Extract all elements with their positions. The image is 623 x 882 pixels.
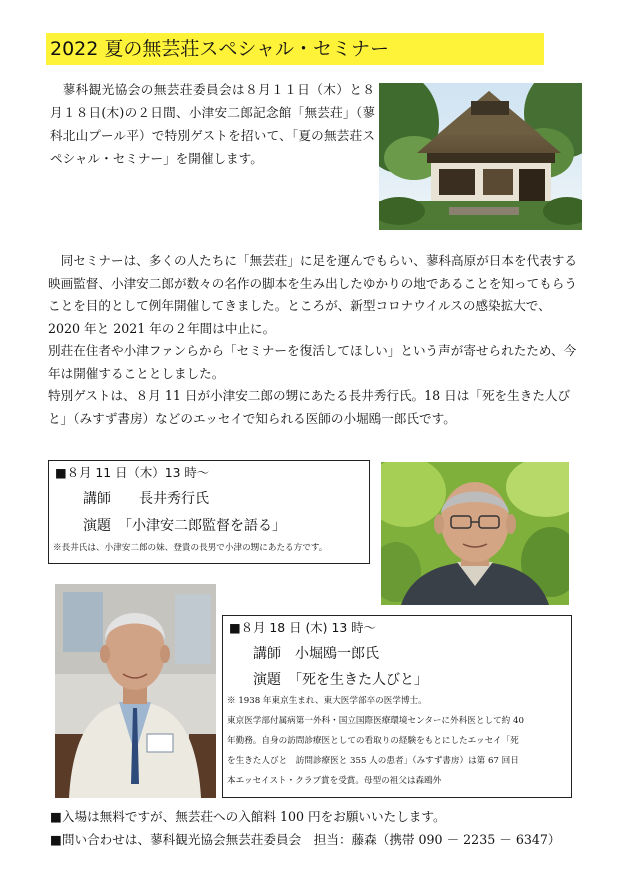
session-2-note-5: 本エッセイスト・クラブ賞を受賞。母型の祖父は森鴎外 bbox=[227, 776, 442, 786]
session-1-date: ■８月 11 日（木）13 時～ bbox=[55, 465, 210, 480]
session-2-note-2: 東京医学部付属病第一外科・国立国際医療環境センターに外科医として約 40 bbox=[227, 716, 524, 726]
body-paragraph-3: 特別ゲストは、８月 11 日が小津安二郎の甥にあたる長井秀行氏。18 日は「死を生きた人びと」（みすず書房）などのエッセイで知られる医師の小堀鴎一郎氏です。 bbox=[48, 388, 571, 426]
session-2-box bbox=[222, 615, 572, 798]
session-2-date: ■８月 18 日 (木) 13 時～ bbox=[229, 620, 376, 635]
contact-info: ■問い合わせは、蓼科観光協会無芸荘委員会 担当：藤森（携帯 090 － 2235 － 6347） bbox=[50, 832, 561, 847]
nagai-portrait-photo bbox=[381, 462, 569, 605]
intro-paragraph bbox=[50, 78, 375, 170]
thatched-house-photo bbox=[379, 83, 582, 230]
kobori-portrait-photo bbox=[55, 584, 216, 798]
body-paragraph-1: 同セミナーは、多くの人たちに「無芸荘」に足を運んでもらい、蓼科高原が日本を代表する映画監督、小津安二郎が数々の名作の脚本を生み出したゆかりの地であることを知ってもらうことを目的として例年開催してきました。ところが、新型コロナウイルスの感染拡大で、2020 年と 2021 年の２年間は中止に。 bbox=[48, 253, 577, 336]
body-paragraph-2: 別荘在住者や小津ファンらから「セミナーを復活してほしい」という声が寄せられたため、今年は開催することとしました。 bbox=[48, 343, 577, 381]
session-1-topic: 演題 「小津安二郎監督を語る」 bbox=[83, 518, 286, 534]
intro-text: 蓼科観光協会の無芸荘委員会は８月１１日（木）と８月１８日(木)の２日間、小津安二郎記念館「無芸荘」（蓼科北山プール平）で特別ゲストを招いて、「夏の無芸荘スペシャル・セミナー」を開催します。 bbox=[50, 82, 375, 166]
session-2-note-3: 年勤務。自身の訪問診療医としての看取りの経験をもとにしたエッセイ「死 bbox=[227, 736, 519, 746]
admission-note: ■入場は無料ですが、無芸荘への入館料 100 円をお願いいたします。 bbox=[50, 809, 446, 824]
session-1-box bbox=[48, 460, 370, 564]
session-2-topic: 演題 「死を生きた人びと」 bbox=[253, 672, 428, 688]
body-text bbox=[48, 250, 578, 430]
session-2-note-1: ※ 1938 年東京生まれ、東大医学部卒の医学博士。 bbox=[227, 696, 427, 706]
session-2-note-4: を生きた人びと 訪問診療医と 355 人の患者」（みすず書房）は第 67 回日 bbox=[227, 756, 519, 766]
page-title: 2022 夏の無芸荘スペシャル・セミナー bbox=[50, 38, 390, 60]
session-1-note: ※長井氏は、小津安二郎の妹、登貴の長男で小津の甥にあたる方です。 bbox=[53, 543, 328, 553]
session-1-lecturer: 講師 長井秀行氏 bbox=[83, 491, 209, 507]
session-2-lecturer: 講師 小堀鴎一郎氏 bbox=[253, 646, 379, 662]
